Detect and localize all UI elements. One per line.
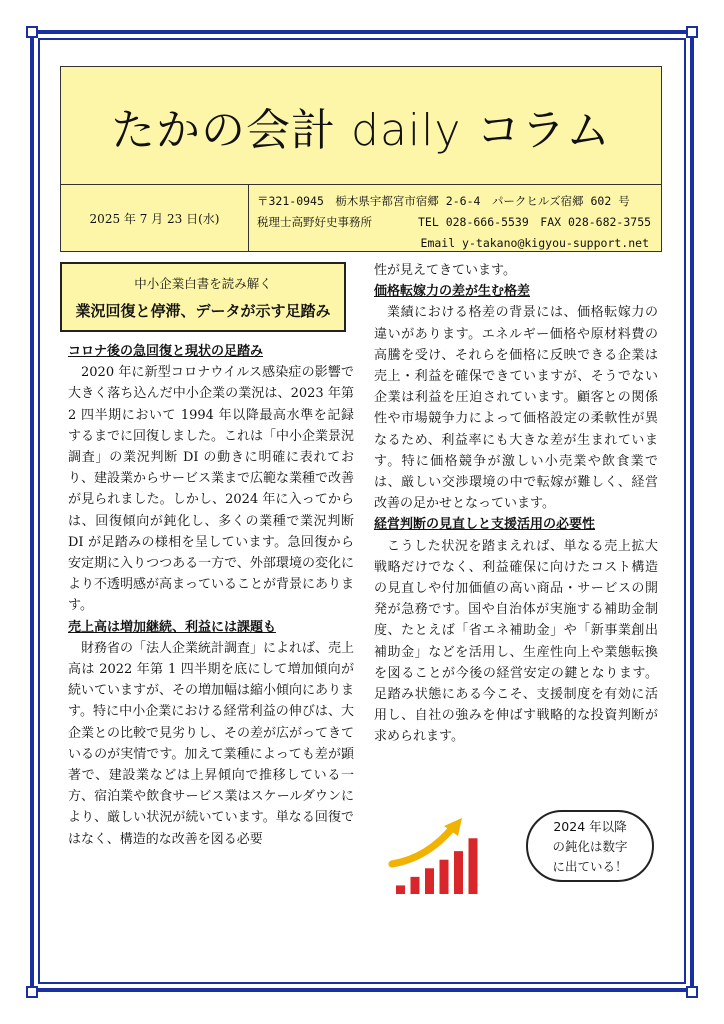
growth-chart-illustration [388,818,488,896]
section-body-continued: 性が見えてきています。 [374,263,516,278]
speech-bubble [526,810,654,882]
bubble-line: に出ている！ [552,859,628,874]
section-body: 財務省の「法人企業統計調査」によれば、売上高は 2022 年第 1 四半期を底にして増加傾向が続いていますが、その増加幅は縮小傾向にあります。特に中小企業における経常利益の伸びは、大企業との比較で見劣りし、その差が広がってきているのが実情です。加えて業種によっても差が顕著で、建設業などは上昇傾向で推移している一方、宿泊業や飲食サービス業はスケールダウンにより、厳しい状況が続いています。単なる回復ではなく、構造的な改善を図る必要 [68,640,355,847]
issue-date: 2025 年 7 月 23 日(水) [61,185,249,251]
growth-arrow [392,826,454,864]
column-left [68,341,354,850]
page-title: たかの会計 daily コラム [61,67,661,185]
column-right [374,260,658,748]
bubble-line: 2024 年以降 [553,819,627,834]
section-heading: 売上高は増加継続、利益には課題も [68,619,277,635]
section-heading: コロナ後の急回復と現状の足踏み [68,344,264,359]
office-contact: 税理士高野好史事務所 TEL 028-666-5539 FAX 028-682-3755 [257,215,652,229]
office-address: 〒321-0945 栃木県宇都宮市宿郷 2-6-4 パークヒルズ宿郷 602 号 [257,194,630,208]
frame-corner [26,986,38,998]
section-heading: 経営判断の見直しと支援活用の必要性 [374,517,596,533]
masthead [60,66,662,252]
bubble-line: の鈍化は数字 [552,839,628,854]
frame-corner [26,26,38,38]
feature-kicker: 中小企業白書を読み解く [134,276,272,291]
feature-box [60,262,346,332]
section-heading: 価格転嫁力の差が生む格差 [374,284,531,300]
chart-bar [425,868,434,894]
section-body: 2020 年に新型コロナウイルス感染症の影響で大きく落ち込んだ中小企業の業況は、2023 年第 2 四半期において 1994 年以降最高水準を記録するまでに回復しました。これは「中小企業景況調査」の業況判断 DI の動きに明確に表れており、建設業からサービス業まで広範な業種で改善が見られました。しかし、2024 年に入ってからは、回復傾向が鈍化し、多くの業種で業況判断 DI が足踏みの様相を呈しています。急回復から安定期に入りつつある一方で、外部環境の変化により不透明感が高まっていることが背景にあります。 [68,365,355,614]
frame-corner [686,986,698,998]
feature-headline: 業況回復と停滞、データが示す足踏み [75,302,331,320]
chart-bar [411,877,420,894]
chart-bar [396,885,405,894]
frame-corner [686,26,698,38]
office-email: Email y-takano@kigyou-support.net [420,236,649,250]
chart-bar [440,860,449,894]
chart-bar [469,838,478,894]
section-body: 業績における格差の背景には、価格転嫁力の違いがあります。エネルギー価格や原材料費の高騰を受け、それらを価格に反映できる企業は売上・利益を確保できていますが、そうでない企業は利益を圧迫されています。顧客との関係性や市場競争力によって価格設定の柔軟性が異なるため、利益率にも大きな差が生まれています。特に価格競争が激しい小売業や飲食業では、厳しい交渉環境の中で転嫁が難しく、経営改善の足かせとなっています。 [374,305,658,512]
section-body: こうした状況を踏まえれば、単なる売上拡大戦略だけでなく、利益確保に向けたコスト構造の見直しや付加価値の高い商品・サービスの開発が急務です。国や自治体が実施する補助金制度、たとえば「省エネ補助金」や「新事業創出補助金」などを活用し、生産性向上や業態転換を図ることが今後の経営安定の鍵となります。足踏み状態にある今こそ、支援制度を有効に活用し、自社の強みを伸ばす戦略的な投資判断が求められます。 [374,538,658,745]
office-info [257,191,657,254]
chart-bar [454,851,463,894]
